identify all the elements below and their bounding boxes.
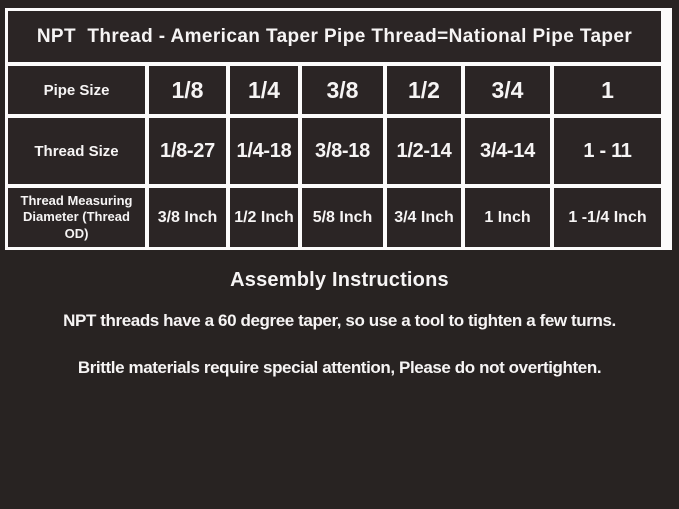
thread-od-value-cell: 5/8 Inch [302,188,383,247]
assembly-instructions-heading: Assembly Instructions [230,269,449,291]
pipe-size-value-cell: 1/2 [387,66,461,114]
thread-od-value-cell: 1 Inch [465,188,550,247]
thread-od-value-cell: 3/4 Inch [387,188,461,247]
table-title: NPT Thread - American Taper Pipe Thread=National Pipe Taper [8,11,661,62]
instruction-line-taper: NPT threads have a 60 degree taper, so use a tool to tighten a few turns. [63,311,616,330]
thread-size-value-cell: 1/8-27 [149,118,226,184]
thread-size-value-cell: 1/4-18 [230,118,298,184]
row-label-thread-size: Thread Size [8,118,145,184]
thread-od-value-cell: 3/8 Inch [149,188,226,247]
pipe-size-value-cell: 1 [554,66,661,114]
thread-size-value-cell: 1/2-14 [387,118,461,184]
row-label-thread-od: Thread Measuring Diameter (Thread OD) [8,188,145,247]
thread-od-value-cell: 1/2 Inch [230,188,298,247]
thread-size-value-cell: 3/8-18 [302,118,383,184]
thread-size-value-cell: 3/4-14 [465,118,550,184]
pipe-size-value-cell: 3/4 [465,66,550,114]
pipe-size-value-cell: 3/8 [302,66,383,114]
instruction-line-brittle: Brittle materials require special attention, Please do not overtighten. [77,358,602,377]
npt-spec-table [5,8,672,250]
row-label-pipe-size: Pipe Size [8,66,145,114]
assembly-instructions-section [0,252,679,378]
thread-od-value-cell: 1 -1/4 Inch [554,188,661,247]
pipe-size-value-cell: 1/8 [149,66,226,114]
thread-size-value-cell: 1 - 11 [554,118,661,184]
pipe-size-value-cell: 1/4 [230,66,298,114]
